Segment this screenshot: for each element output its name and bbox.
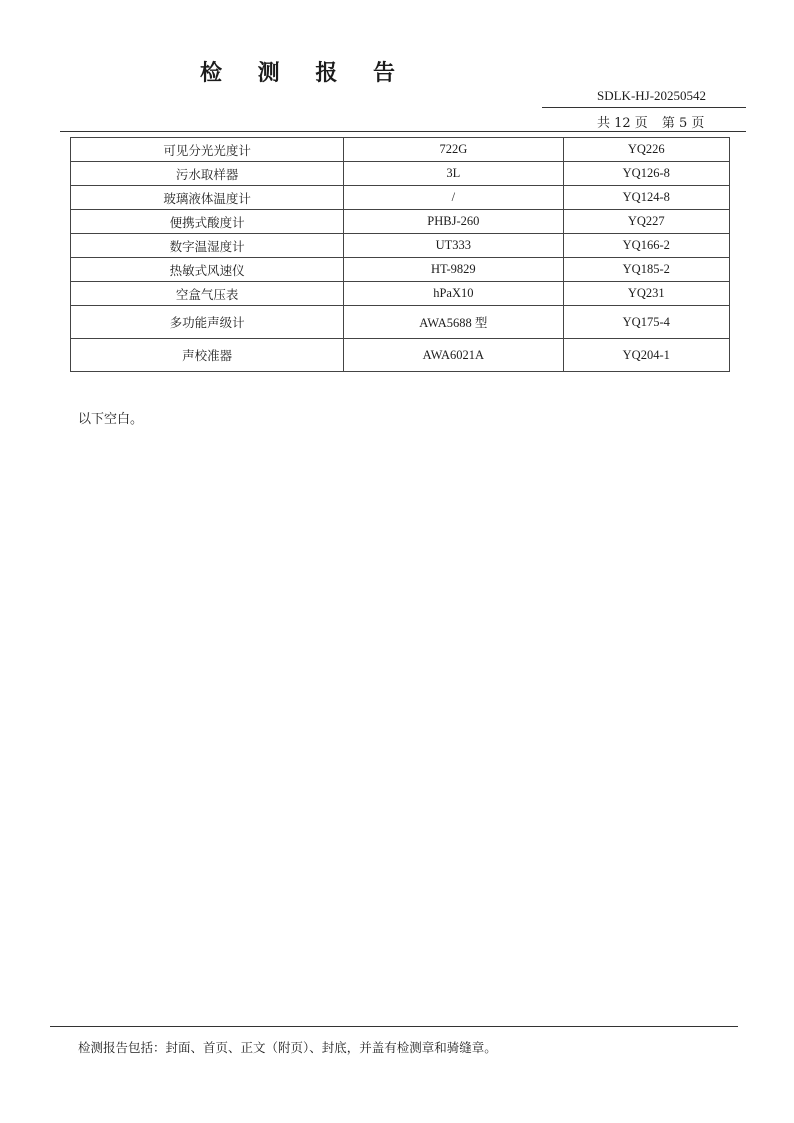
header-divider	[60, 131, 746, 132]
equipment-model: hPaX10	[344, 282, 563, 306]
page-total: 共 12 页	[597, 116, 648, 131]
equipment-name: 便携式酸度计	[71, 210, 344, 234]
equipment-id: YQ124-8	[563, 186, 730, 210]
header-divider-short	[542, 107, 746, 108]
table-row	[71, 162, 730, 186]
equipment-model: UT333	[344, 234, 563, 258]
footer-divider	[50, 1026, 738, 1027]
table-row	[71, 258, 730, 282]
equipment-name: 污水取样器	[71, 162, 344, 186]
equipment-model: HT-9829	[344, 258, 563, 282]
equipment-model: PHBJ-260	[344, 210, 563, 234]
equipment-name: 可见分光光度计	[71, 138, 344, 162]
table-row	[71, 210, 730, 234]
table-row	[71, 138, 730, 162]
equipment-id: YQ166-2	[563, 234, 730, 258]
report-number: SDLK-HJ-20250542	[597, 88, 707, 103]
table-row	[71, 186, 730, 210]
equipment-name: 多功能声级计	[71, 306, 344, 339]
equipment-name: 热敏式风速仪	[71, 258, 344, 282]
table-row	[71, 306, 730, 339]
equipment-id: YQ185-2	[563, 258, 730, 282]
blank-below-note: 以下空白。	[78, 412, 144, 427]
equipment-id: YQ126-8	[563, 162, 730, 186]
equipment-model: 722G	[344, 138, 563, 162]
equipment-table	[70, 137, 730, 372]
equipment-model: AWA6021A	[344, 339, 563, 372]
equipment-model: AWA5688 型	[344, 306, 563, 339]
equipment-id: YQ175-4	[563, 306, 730, 339]
equipment-name: 空盒气压表	[71, 282, 344, 306]
equipment-name: 声校准器	[71, 339, 344, 372]
page-current: 第 5 页	[661, 116, 705, 131]
equipment-id: YQ226	[563, 138, 730, 162]
document-title: 检 测 报 告	[200, 60, 409, 86]
equipment-model: 3L	[344, 162, 563, 186]
table-row	[71, 339, 730, 372]
equipment-id: YQ227	[563, 210, 730, 234]
table-row	[71, 234, 730, 258]
equipment-id: YQ204-1	[563, 339, 730, 372]
page-info	[597, 112, 704, 131]
footer-note: 检测报告包括：封面、首页、正文（附页）、封底，并盖有检测章和骑缝章。	[78, 1040, 497, 1055]
equipment-id: YQ231	[563, 282, 730, 306]
equipment-name: 数字温湿度计	[71, 234, 344, 258]
equipment-model: /	[344, 186, 563, 210]
equipment-name: 玻璃液体温度计	[71, 186, 344, 210]
table-row	[71, 282, 730, 306]
